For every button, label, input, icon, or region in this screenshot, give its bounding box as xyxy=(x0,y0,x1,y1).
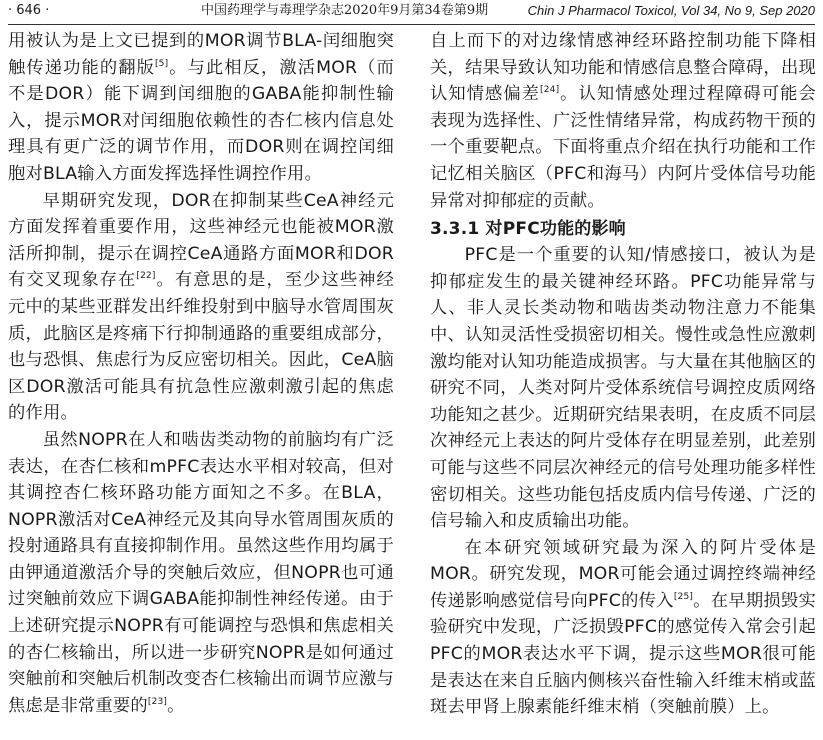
paragraph-text: 。在早期损毁实验研究中发现，广泛损毁PFC的感觉传入常会引起PFC的MOR表达水平下调，提示这些MOR很可能是表达在来自丘脑内侧核兴奋性输入纤维末梢或蓝斑去甲肾上腺素能纤维末梢（突触前膜）上。 xyxy=(430,590,816,718)
citation: [25] xyxy=(673,592,694,603)
paragraph-text: PFC是一个重要的认知/情感接口，被认为是抑郁症发生的最关键神经环路。PFC功能异常与人、非人灵长类动物和啮齿类动物注意力不能集中、认知灵活性受损密切相关。慢性或急性应激刺激均能对认知功能造成损害。与大量在其他脑区的研究不同，人类对阿片受体系统信号调控皮质网络功能知之甚少。近期研究结果表明，在皮质不同层次神经元上表达的阿片受体存在明显差别，此差别可能与这些不同层次神经元的信号处理功能多样性密切相关。这些功能包括皮质内信号传递、广泛的信号输入和皮质输出功能。 xyxy=(430,245,816,532)
paragraph-text: 。与此相反，激活MOR（而不是DOR）能下调到闰细胞的GABA能抑制性输入，提示MOR对闰细胞依赖性的杏仁核内信息处理具有更广泛的调节作用，而DOR则在调控闰细胞对BLA输入方面发挥选择性调控作用。 xyxy=(8,57,394,184)
header-rule xyxy=(8,24,815,25)
paragraph-text: 自上而下的对边缘情感神经环路控制功能下降相关，结果导致认知功能和情感信息整合障碍，出现认知情感偏差 xyxy=(430,31,816,105)
left-column xyxy=(8,28,394,719)
paragraph xyxy=(8,28,394,188)
paragraph-text: 早期研究发现，DOR在抑制某些CeA神经元方面发挥着重要作用，这些神经元也能被MOR激活所抑制，提示在调控CeA通路方面MOR和DOR有交叉现象存在 xyxy=(8,190,394,291)
paragraph-text: 。 xyxy=(167,695,185,716)
journal-title-cn: 中国药理学与毒理学杂志2020年9月第34卷第9期 xyxy=(201,3,489,18)
paragraph-text: 在本研究领域研究最为深入的阿片受体是MOR。研究发现，MOR可能会通过调控终端神经传递影响感觉信号向PFC的传入 xyxy=(430,537,816,611)
journal-title-en: Chin J Pharmacol Toxicol, Vol 34, No 9, Sep 2020 xyxy=(527,3,815,18)
paragraph-text: 虽然NOPR在人和啮齿类动物的前脑均有广泛表达，在杏仁核和mPFC表达水平相对较高，但对其调控杏仁核环路功能方面知之不多。在BLA，NOPR激活对CeA神经元及其向导水管周围灰质的投射通路具有直接抑制作用。虽然这些作用均属于由钾通道激活介导的突触后效应，但NOPR也可通过突触前效应下调GABA能抑制性神经传递。由于上述研究提示NOPR有可能调控与恐惧和焦虑相关的杏仁核输出，所以进一步研究NOPR是如何通过突触前和突触后机制改变杏仁核输出而调节应激与焦虑是非常重要的 xyxy=(8,429,394,716)
section-heading: 3.3.1 对PFC功能的影响 xyxy=(430,219,626,240)
paragraph xyxy=(430,535,816,721)
paragraph-text: 。有意思的是，至少这些神经元中的某些亚群发出纤维投射到中脑导水管周围灰质，此脑区是疼痛下行抑制通路的重要组成部分，也与恐惧、焦虑行为反应密切相关。因此，CeA脑区DOR激活可能具有抗急性应激刺激引起的焦虑的作用。 xyxy=(8,270,394,424)
paragraph-text: 用被认为是上文已提到的MOR调节BLA-闰细胞突触传递功能的翻版 xyxy=(8,31,394,78)
running-header xyxy=(8,0,815,24)
citation: [23] xyxy=(147,697,168,708)
paragraph xyxy=(430,242,816,535)
paragraph xyxy=(430,28,816,214)
citation: [5] xyxy=(154,58,169,69)
page-number: · 646 · xyxy=(8,3,50,18)
citation: [22] xyxy=(136,271,156,282)
paragraph-text: 。认知情感处理过程障碍可能会表现为选择性、广泛性情绪异常，构成药物干预的一个重要靶点。下面将重点介绍在执行功能和工作记忆相关脑区（PFC和海马）内阿片受体信号功能异常对抑郁症的贡献。 xyxy=(430,84,816,211)
citation: [24] xyxy=(540,85,560,96)
paragraph xyxy=(8,188,394,427)
right-column xyxy=(430,28,816,721)
paragraph xyxy=(8,427,394,720)
